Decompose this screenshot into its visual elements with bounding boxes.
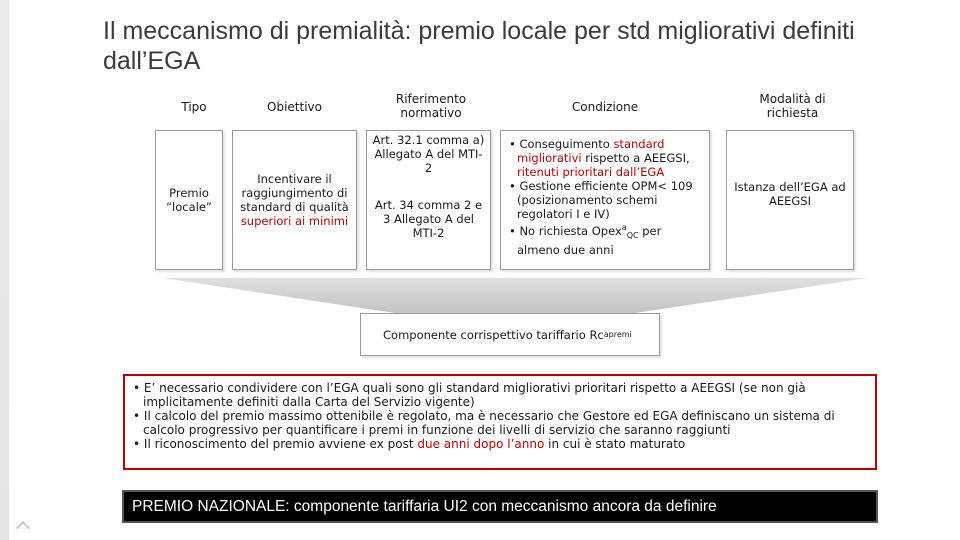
cond3-sup: a [621, 223, 627, 232]
componente-sup: a [603, 330, 609, 339]
condizione-list [509, 137, 705, 257]
header-tipo: Tipo [181, 100, 207, 114]
slide-title: Il meccanismo di premialità: premio locale per std migliorativi definiti dall’EGA [103, 17, 855, 75]
cond3-sub: QC [626, 231, 639, 241]
cell-modalita [726, 130, 854, 270]
riferimento-2: Art. 34 comma 2 e 3 Allegato A del MTI-2 [374, 198, 483, 240]
note-1: • E’ necessario condividere con l’EGA quali sono gli standard migliorativi prioritari rispetto a AEEGSI (se non già implicitamente definiti dalla Carta del Servizio vigente) [133, 381, 867, 409]
header-condizione: Condizione [571, 100, 639, 114]
cond3-prefix: No richiesta Opex [519, 223, 622, 238]
note-2: • Il calcolo del premio massimo ottenibile è regolato, ma è necessario che Gestore ed EGA definiscano un sistema di calcolo progressivo per quantificare i premi in funzione dei livelli di servizio che saranno raggiunti [133, 409, 867, 437]
cond2-text: Gestione efficiente OPM< 109 (posizionamento schemi regolatori I e IV) [517, 179, 693, 221]
note3-red: due anni dopo l’anno [417, 437, 545, 451]
cell-riferimento [366, 130, 491, 270]
condizione-item-1 [509, 137, 705, 179]
cond3-suffix: per almeno due anni [517, 223, 662, 258]
header-obiettivo: Obiettivo [267, 100, 322, 114]
condizione-item-2 [509, 179, 705, 221]
notes-list [133, 381, 867, 451]
cell-condizione [500, 130, 710, 270]
obiettivo-red: superiori ai minimi [240, 214, 349, 228]
componente-label: Componente corrispettivo tariffario Rc [383, 327, 604, 342]
condizione-item-3 [509, 221, 705, 257]
left-decor-bar [0, 0, 9, 540]
notes-box [123, 374, 877, 470]
cond1-prefix: Conseguimento [519, 137, 614, 151]
componente-sub: premi [608, 330, 632, 339]
cell-obiettivo-text [237, 172, 352, 228]
note3-prefix: Il riconoscimento del premio avviene ex post [143, 437, 418, 451]
premio-nazionale-banner: PREMIO NAZIONALE: componente tariffaria UI2 con meccanismo ancora da definire [122, 490, 878, 523]
cell-tipo [155, 130, 223, 270]
cond1-red: standard migliorativi [517, 137, 665, 165]
modalita-text: Istanza dell’EGA ad AEEGSI [734, 180, 846, 208]
note3-suffix: in cui è stato maturato [544, 437, 686, 451]
obiettivo-plain: Incentivare il raggiungimento di standard di qualità [240, 172, 349, 214]
header-riferimento: Riferimento normativo [395, 92, 467, 120]
componente-box [360, 313, 660, 356]
cell-obiettivo [232, 130, 357, 270]
header-modalita: Modalità di richiesta [759, 92, 826, 120]
cond1-red2: ritenuti prioritari dall’EGA [517, 165, 665, 179]
cell-tipo-text: Premio “locale” [166, 186, 212, 214]
riferimento-1: Art. 32.1 comma a) Allegato A del MTI-2 [372, 133, 485, 175]
note-3 [133, 437, 867, 451]
nav-arrow-icon [16, 521, 30, 535]
cond1-mid: rispetto a AEEGSI, [581, 151, 690, 165]
